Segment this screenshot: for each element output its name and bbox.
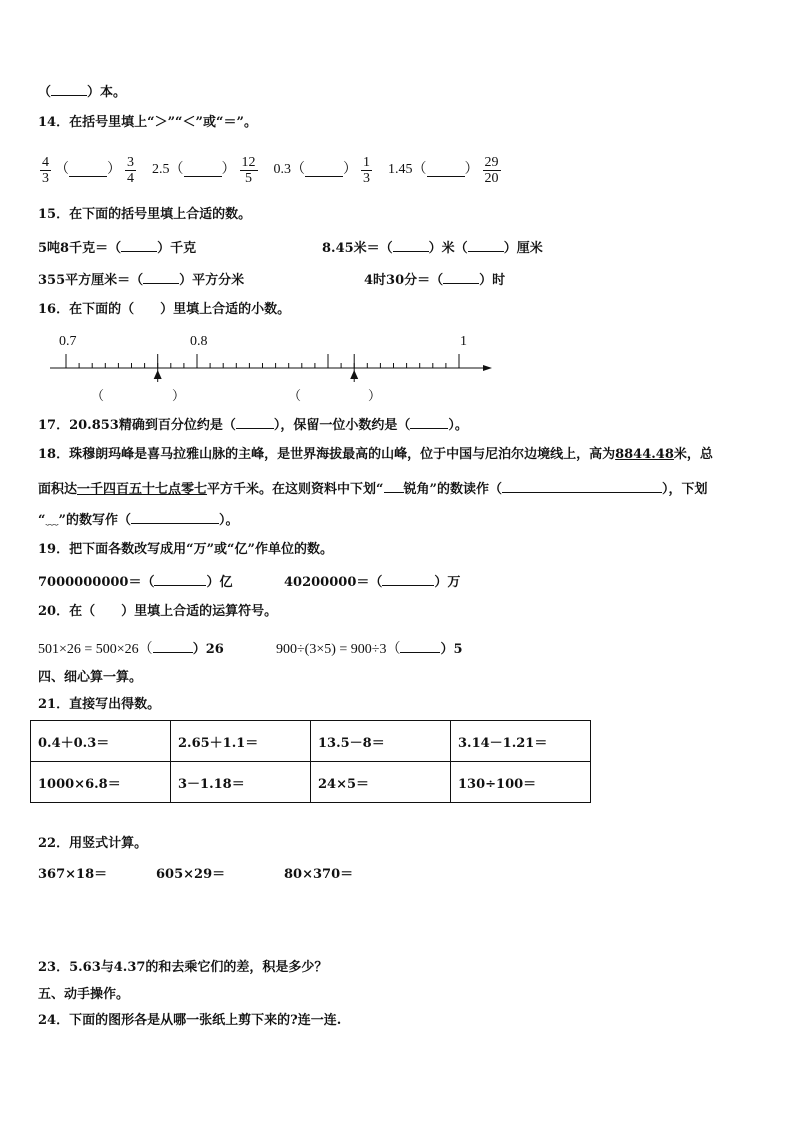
answer-blank[interactable]	[51, 83, 87, 96]
q24: 24．下面的图形各是从哪一张纸上剪下来的?连一连.	[38, 1013, 342, 1028]
q15-row1a: 5吨8千克＝（ ）千克	[38, 241, 197, 256]
q22-item: 367×18＝	[38, 867, 108, 882]
number-line-arrowhead	[483, 365, 492, 371]
answer-blank[interactable]	[443, 271, 479, 284]
answer-blank[interactable]	[184, 164, 222, 177]
q13-tail: （ ）本。	[38, 85, 127, 100]
q15-title: 15．在下面的括号里填上合适的数。	[38, 207, 252, 222]
q18-line3: “﹏”的数写作（ ）。	[38, 513, 239, 528]
q20-e2: 900÷(3×5) = 900÷3（ ）5	[276, 642, 463, 657]
q20-e1: 501×26 = 500×26（ ）26	[38, 642, 224, 657]
table-row	[31, 762, 591, 803]
table-cell: 0.4＋0.3＝	[31, 721, 171, 762]
q19-b: 40200000＝（ ）万	[284, 575, 461, 590]
fraction: $\frac{12}{5}$	[241, 154, 256, 186]
answer-blank[interactable]	[154, 573, 206, 586]
answer-blank[interactable]	[468, 239, 504, 252]
answer-blank[interactable]	[410, 416, 448, 429]
fraction: $\frac{29}{20}$	[484, 154, 499, 186]
q15-row2b: 4时30分＝（ ）时	[364, 273, 506, 288]
table-cell: 3－1.18＝	[171, 762, 311, 803]
answer-blank[interactable]	[393, 239, 429, 252]
q14-title: 14．在括号里填上“＞”“＜”或“＝”。	[38, 115, 257, 130]
table-cell: 130÷100＝	[451, 762, 591, 803]
q16-title: 16．在下面的（ ）里填上合适的小数。	[38, 302, 291, 317]
q15-row1b: 8.45米＝（ ）米（ ）厘米	[322, 241, 543, 256]
table-cell: 13.5－8＝	[311, 721, 451, 762]
q18-line2: 面积达一千四百五十七点零七平方千米。在这则资料中下划“ 锐角”的数读作（ ），下划	[38, 482, 708, 497]
section-4-heading: 四、细心算一算。	[38, 670, 143, 685]
q19-a: 7000000000＝（ ）亿	[38, 575, 233, 590]
answer-blank[interactable]	[305, 164, 343, 177]
answer-blank[interactable]	[153, 640, 193, 653]
q19-title: 19．把下面各数改写成用“万”或“亿”作单位的数。	[38, 542, 334, 557]
table-row	[31, 721, 591, 762]
fraction: $\frac{1}{3}$	[363, 154, 370, 186]
answer-blank[interactable]	[382, 573, 434, 586]
answer-blank[interactable]	[131, 511, 219, 524]
answer-blank[interactable]	[427, 164, 465, 177]
answer-blank[interactable]	[69, 164, 107, 177]
q21-title: 21．直接写出得数。	[38, 697, 161, 712]
answer-blank[interactable]	[143, 271, 179, 284]
number-line: 0.7 0.8 1 （ ） （ ）	[40, 330, 500, 410]
q22-title: 22．用竖式计算。	[38, 836, 148, 851]
table-cell: 1000×6.8＝	[31, 762, 171, 803]
q23: 23．5.63与4.37的和去乘它们的差，积是多少？	[38, 960, 328, 975]
answer-blank[interactable]	[400, 640, 440, 653]
q22-item: 80×370＝	[284, 867, 354, 882]
answer-blank[interactable]	[236, 416, 274, 429]
number-line-label: 1	[460, 334, 467, 349]
section-5-heading: 五、动手操作。	[38, 987, 130, 1002]
pointer-arrowhead	[154, 370, 162, 379]
number-line-graphic	[40, 330, 500, 410]
answer-blank[interactable]	[502, 480, 662, 493]
number-line-label: 0.8	[190, 334, 208, 349]
table-cell: 24×5＝	[311, 762, 451, 803]
answer-blank[interactable]	[121, 239, 157, 252]
table-cell: 2.65＋1.1＝	[171, 721, 311, 762]
fraction: $\frac{3}{4}$	[127, 154, 134, 186]
q15-row2a: 355平方厘米＝（ ）平方分米	[38, 273, 245, 288]
q21-table	[30, 720, 591, 803]
number-line-label: 0.7	[59, 334, 77, 349]
pointer-arrowhead	[350, 370, 358, 379]
q20-title: 20．在（ ）里填上合适的运算符号。	[38, 604, 278, 619]
q22-item: 605×29＝	[156, 867, 226, 882]
table-cell: 3.14－1.21＝	[451, 721, 591, 762]
q14-items: $\frac{4}{3}$ （ ） $\frac{3}{4}$ 2.5 （ ） $\frac{12}{5}$ 0.3 （ ） $\frac{1}{3}$ 1.45 （ ） $\frac{29}{20}$	[42, 154, 499, 186]
q17: 17．20.853精确到百分位约是（ ），保留一位小数约是（ ）。	[38, 418, 468, 433]
q18-line1: 18．珠穆朗玛峰是喜马拉雅山脉的主峰，是世界海拔最高的山峰，位于中国与尼泊尔边境线上，高为8844.48米，总	[38, 447, 713, 462]
fraction: $\frac{4}{3}$	[42, 154, 49, 186]
